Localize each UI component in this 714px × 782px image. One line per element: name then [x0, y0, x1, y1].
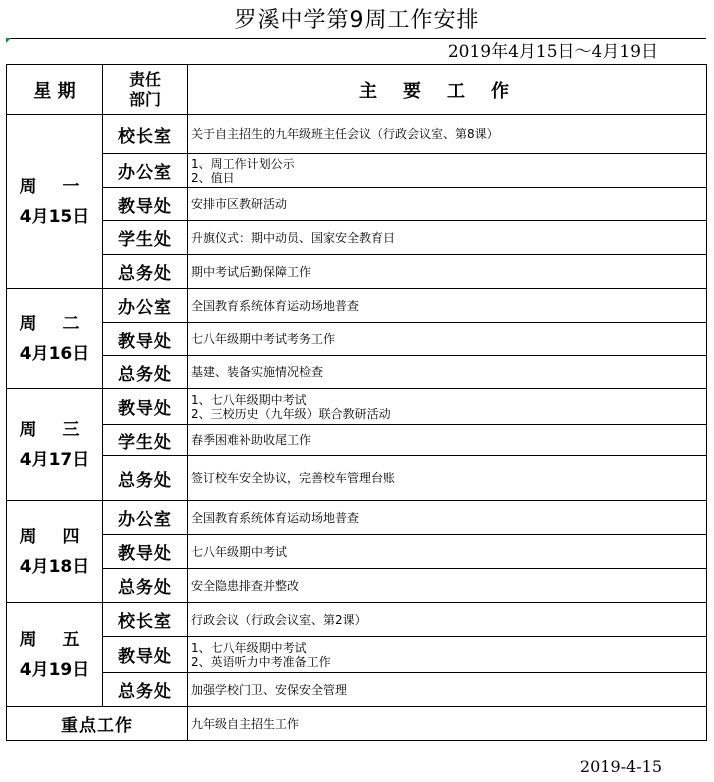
schedule-row: [7, 356, 707, 389]
day-date: 4月18日: [19, 556, 90, 577]
key-work-content: 九年级自主招生工作: [188, 707, 707, 741]
schedule-row: [7, 425, 707, 456]
dept-cell: 校长室: [103, 115, 188, 154]
header-dept: [103, 65, 188, 115]
work-line: 签订校车安全协议，完善校车管理台账: [191, 471, 396, 485]
work-line: 基建、装备实施情况检查: [191, 365, 324, 379]
work-line: 2、英语听力中考准备工作: [191, 654, 331, 669]
work-line: 1、七八年级期中考试: [191, 392, 307, 407]
schedule-row: [7, 221, 707, 255]
schedule-row: [7, 115, 707, 154]
work-line: 全国教育系统体育运动场地普查: [191, 510, 360, 525]
work-cell: [188, 673, 707, 707]
page-title: 罗溪中学第9周工作安排: [234, 8, 480, 33]
work-cell: [188, 255, 707, 289]
work-cell: [188, 535, 707, 569]
key-work-row: [7, 707, 707, 741]
day-cell: [7, 389, 103, 501]
work-line: 2、值日: [191, 170, 235, 185]
schedule-row: [7, 154, 707, 188]
header-day: [7, 65, 103, 115]
schedule-row: [7, 569, 707, 603]
work-line: 2、三校历史（九年级）联合教研活动: [191, 406, 391, 421]
day-date: 4月17日: [19, 449, 90, 470]
dept-cell: 教导处: [103, 637, 188, 673]
work-line: 期中考试后勤保障工作: [191, 264, 312, 279]
day-cell: [7, 115, 103, 289]
work-cell: [188, 637, 707, 673]
work-cell: [188, 603, 707, 637]
work-line: 加强学校门卫、安保安全管理: [191, 682, 348, 697]
dept-cell: 学生处: [103, 221, 188, 255]
dept-cell: 总务处: [103, 569, 188, 603]
schedule-row: [7, 456, 707, 501]
dept-cell: 总务处: [103, 255, 188, 289]
day-cell: [7, 603, 103, 707]
dept-cell: 教导处: [103, 323, 188, 356]
work-cell: [188, 323, 707, 356]
work-line: 全国教育系统体育运动场地普查: [191, 298, 360, 313]
dept-cell: 总务处: [103, 356, 188, 389]
schedule-table: [6, 64, 707, 741]
work-line: 行政会议（行政会议室、第2课）: [191, 612, 367, 627]
work-cell: [188, 456, 707, 501]
schedule-row: [7, 289, 707, 323]
dept-cell: 办公室: [103, 154, 188, 188]
schedule-row: [7, 501, 707, 535]
day-name: 周 一: [19, 176, 90, 197]
day-name: 周 三: [19, 419, 90, 440]
dept-cell: 办公室: [103, 501, 188, 535]
day-name: 周 二: [19, 313, 90, 334]
schedule-row: [7, 389, 707, 425]
work-line: 七八年级期中考试考务工作: [191, 332, 336, 346]
day-cell: [7, 501, 103, 603]
work-cell: [188, 569, 707, 603]
work-cell: [188, 356, 707, 389]
header-day-label: 星 期: [33, 80, 76, 102]
work-line: 安全隐患排查并整改: [191, 578, 300, 593]
work-cell: [188, 188, 707, 221]
date-range: 2019年4月15日～4月19日: [447, 42, 658, 62]
dept-cell: 总务处: [103, 456, 188, 501]
day-name: 周 四: [19, 526, 90, 547]
work-cell: [188, 154, 707, 188]
schedule-row: [7, 188, 707, 221]
day-name: 周 五: [19, 629, 90, 650]
dept-cell: 教导处: [103, 389, 188, 425]
work-line: 升旗仪式：期中动员、国家安全教育日: [191, 230, 396, 245]
schedule-row: [7, 323, 707, 356]
dept-cell: 办公室: [103, 289, 188, 323]
work-line: 七八年级期中考试: [191, 544, 288, 559]
day-cell: [7, 289, 103, 389]
header-dept-line2: 部门: [128, 89, 161, 109]
work-cell: [188, 425, 707, 456]
day-date: 4月16日: [19, 343, 90, 364]
work-line: 安排市区教研活动: [191, 197, 288, 211]
header-work: [188, 65, 707, 115]
title-divider: [6, 38, 706, 39]
header-row: [7, 65, 707, 115]
cell-marker: [6, 38, 11, 43]
dept-cell: 学生处: [103, 425, 188, 456]
work-cell: [188, 501, 707, 535]
dept-cell: 总务处: [103, 673, 188, 707]
dept-cell: 教导处: [103, 188, 188, 221]
work-line: 1、周工作计划公示: [191, 156, 295, 171]
work-cell: [188, 389, 707, 425]
work-cell: [188, 289, 707, 323]
day-date: 4月19日: [19, 659, 90, 680]
schedule-row: [7, 255, 707, 289]
schedule-body: [7, 115, 707, 707]
day-date: 4月15日: [19, 206, 90, 227]
schedule-row: [7, 637, 707, 673]
work-cell: [188, 115, 707, 154]
work-cell: [188, 221, 707, 255]
header-dept-line1: 责任: [128, 69, 161, 89]
dept-cell: 教导处: [103, 535, 188, 569]
print-date: 2019-4-15: [579, 757, 662, 776]
work-line: 1、七八年级期中考试: [191, 640, 307, 655]
schedule-row: [7, 535, 707, 569]
schedule-row: [7, 603, 707, 637]
schedule-row: [7, 673, 707, 707]
work-line: 春季困难补助收尾工作: [191, 433, 312, 447]
key-work-label: 重点工作: [7, 707, 188, 741]
dept-cell: 校长室: [103, 603, 188, 637]
header-work-label: 主要工作: [359, 80, 535, 102]
work-line: 关于自主招生的九年级班主任会议（行政会议室、第8课）: [191, 127, 499, 141]
